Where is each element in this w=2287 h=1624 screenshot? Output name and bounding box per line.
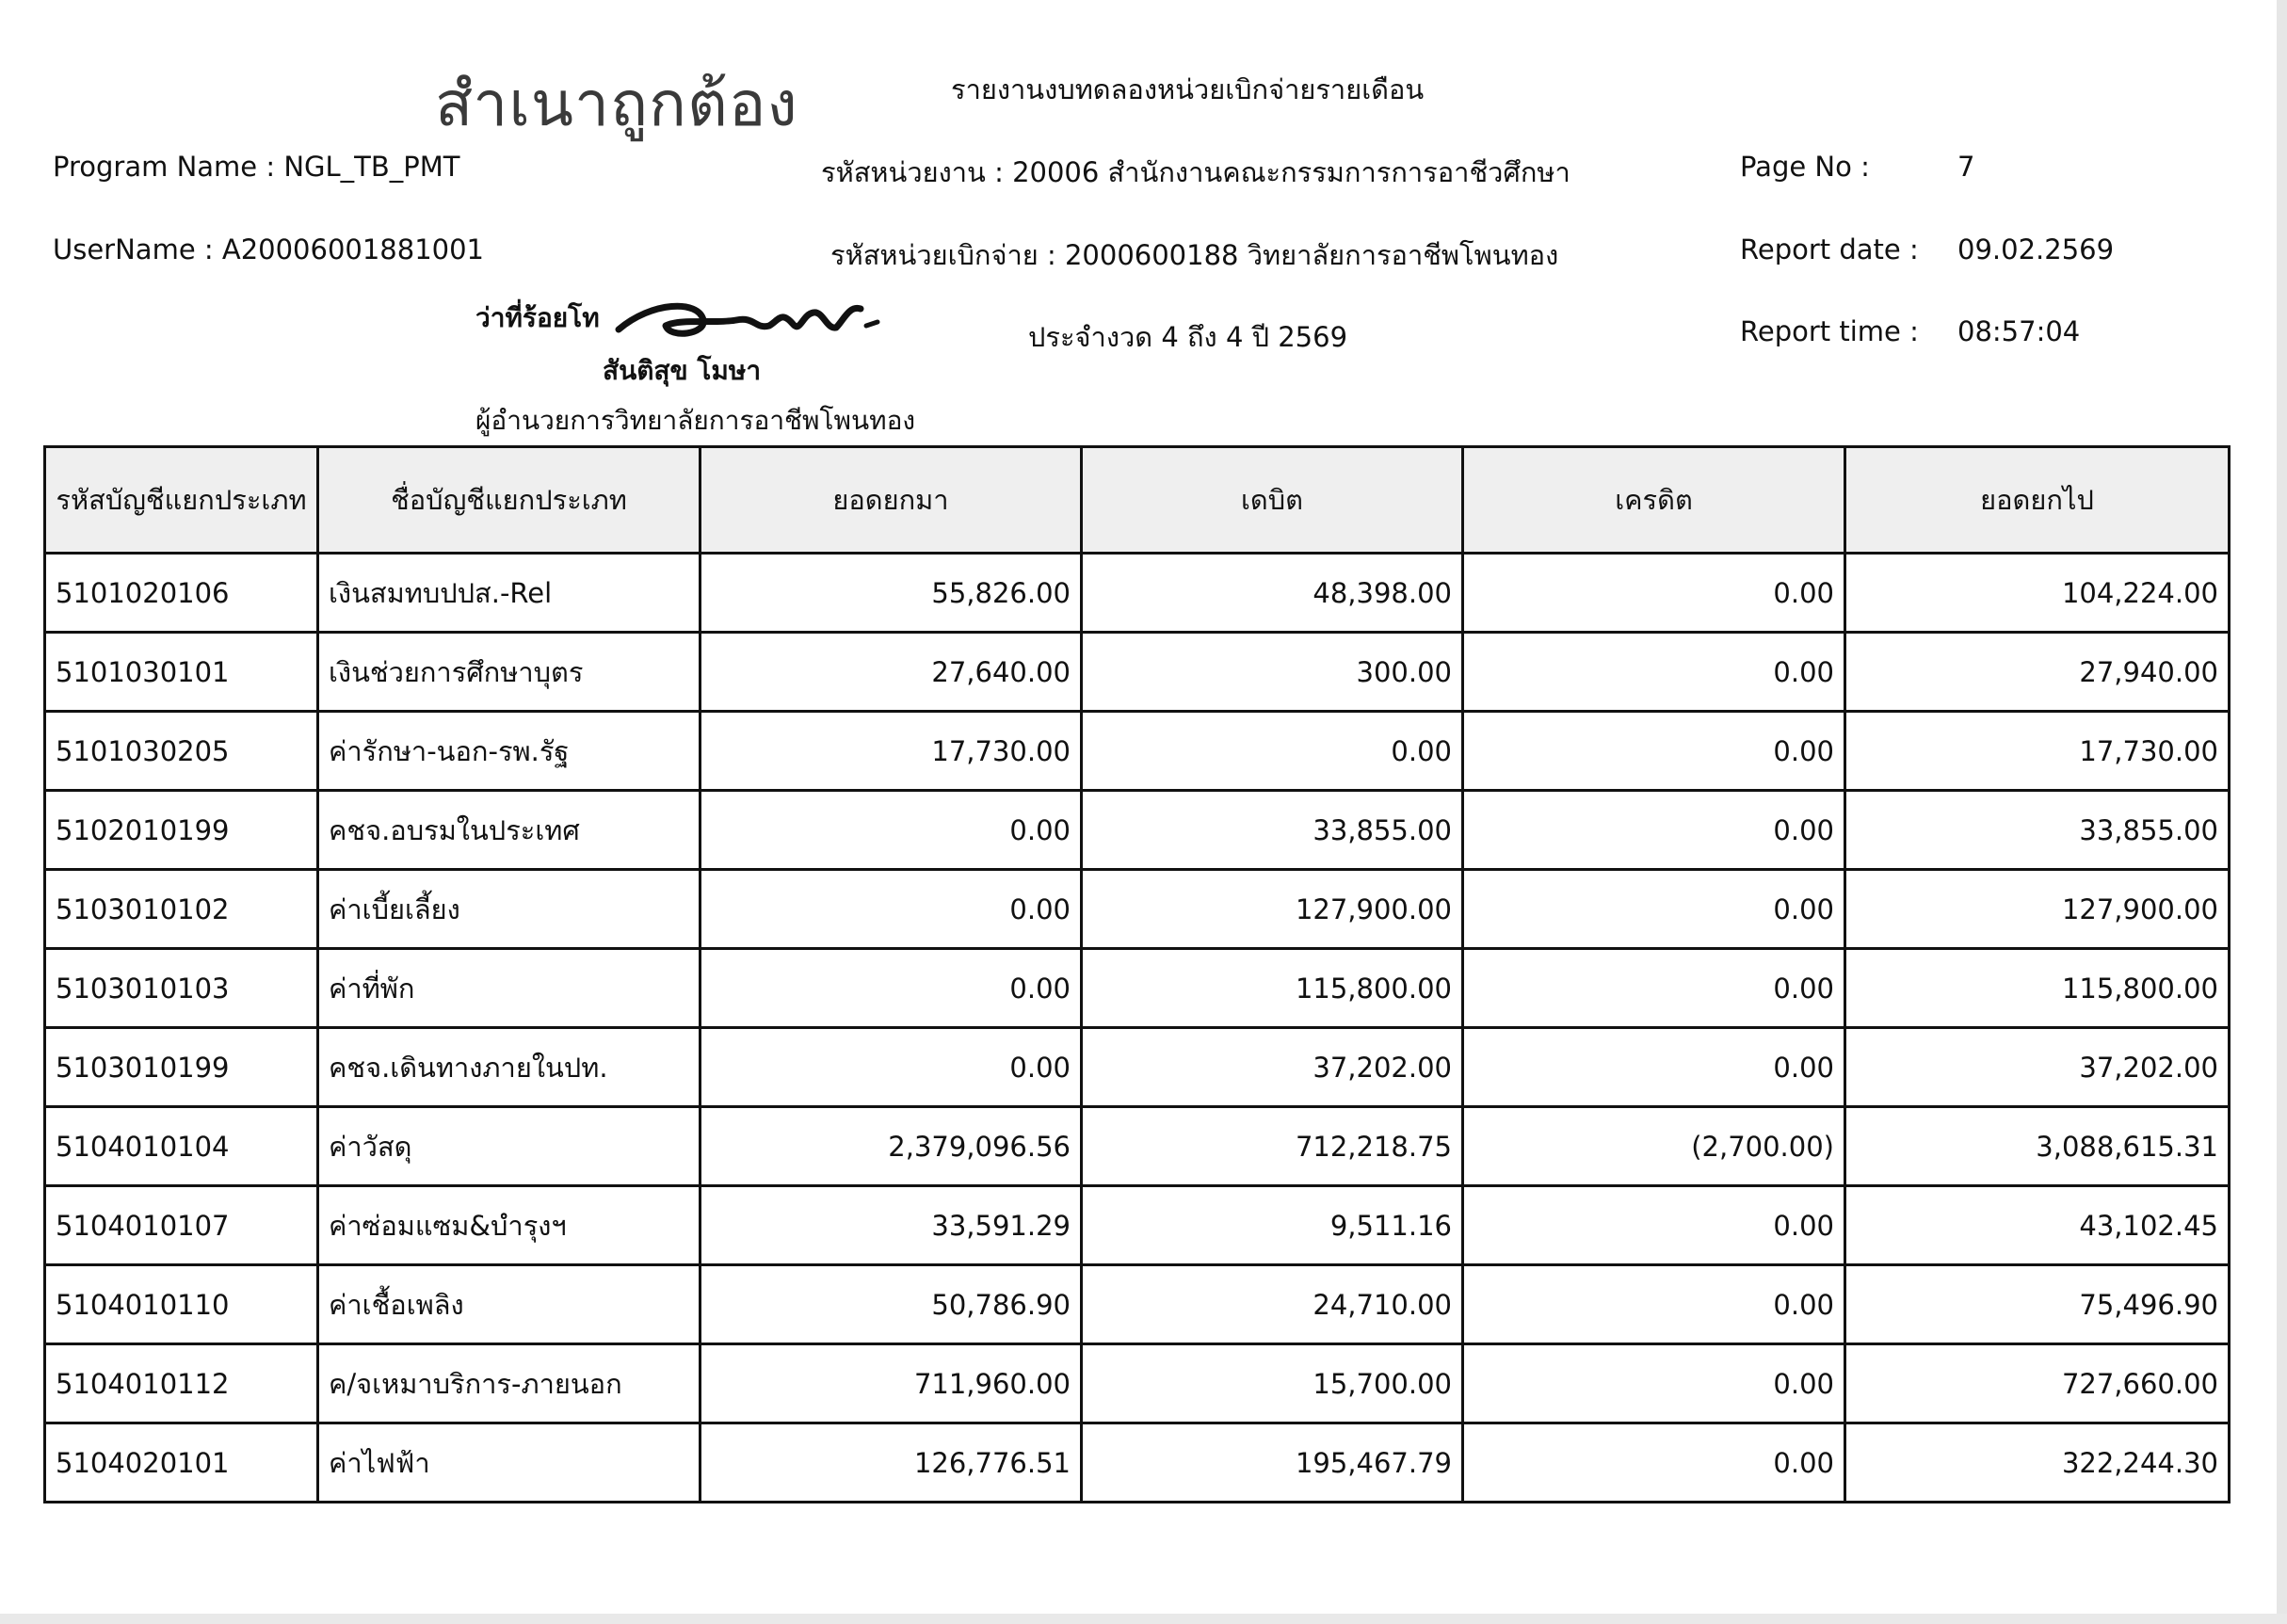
account-name: ค่าเชื้อเพลิง	[318, 1265, 701, 1344]
closing-balance: 115,800.00	[1845, 949, 2230, 1028]
report-title: รายงานงบทดลองหน่วยเบิกจ่ายรายเดือน	[951, 73, 1425, 105]
opening-balance: 0.00	[701, 949, 1082, 1028]
opening-balance: 126,776.51	[701, 1423, 1082, 1503]
table-row	[45, 1265, 2230, 1344]
debit: 712,218.75	[1082, 1107, 1463, 1186]
trial-balance-table	[43, 445, 2231, 1503]
debit: 24,710.00	[1082, 1265, 1463, 1344]
table-row	[45, 1423, 2230, 1503]
debit: 37,202.00	[1082, 1028, 1463, 1107]
account-name: ค่าที่พัก	[318, 949, 701, 1028]
page-no-value: 7	[1957, 151, 1975, 183]
table-row	[45, 1186, 2230, 1265]
closing-balance: 127,900.00	[1845, 870, 2230, 949]
col-header-debit: เดบิต	[1082, 447, 1463, 554]
credit: 0.00	[1463, 791, 1845, 870]
debit: 127,900.00	[1082, 870, 1463, 949]
table-row	[45, 870, 2230, 949]
closing-balance: 75,496.90	[1845, 1265, 2230, 1344]
debit: 300.00	[1082, 633, 1463, 712]
account-code: 5103010103	[45, 949, 318, 1028]
account-code: 5104020101	[45, 1423, 318, 1503]
account-code: 5103010199	[45, 1028, 318, 1107]
account-code: 5104010110	[45, 1265, 318, 1344]
credit: 0.00	[1463, 870, 1845, 949]
scan-edge-bottom	[0, 1614, 2287, 1624]
closing-balance: 43,102.45	[1845, 1186, 2230, 1265]
closing-balance: 322,244.30	[1845, 1423, 2230, 1503]
account-code: 5104010112	[45, 1344, 318, 1423]
closing-balance: 727,660.00	[1845, 1344, 2230, 1423]
credit: 0.00	[1463, 1028, 1845, 1107]
opening-balance: 50,786.90	[701, 1265, 1082, 1344]
account-name: ค/จเหมาบริการ-ภายนอก	[318, 1344, 701, 1423]
table-row	[45, 791, 2230, 870]
report-time-label: Report time :	[1740, 315, 1919, 347]
opening-balance: 17,730.00	[701, 712, 1082, 791]
report-date-label: Report date :	[1740, 233, 1919, 265]
report-time-value: 08:57:04	[1957, 315, 2081, 347]
debit: 115,800.00	[1082, 949, 1463, 1028]
credit: 0.00	[1463, 1344, 1845, 1423]
debit: 48,398.00	[1082, 554, 1463, 633]
page-no-label: Page No :	[1740, 151, 1870, 183]
opening-balance: 0.00	[701, 791, 1082, 870]
account-name: ค่ารักษา-นอก-รพ.รัฐ	[318, 712, 701, 791]
account-code: 5104010104	[45, 1107, 318, 1186]
closing-balance: 3,088,615.31	[1845, 1107, 2230, 1186]
account-name: คชจ.อบรมในประเทศ	[318, 791, 701, 870]
credit: (2,700.00)	[1463, 1107, 1845, 1186]
account-name: เงินสมทบปปส.-Rel	[318, 554, 701, 633]
col-header-credit: เครดิต	[1463, 447, 1845, 554]
handwritten-signature	[614, 292, 887, 348]
opening-balance: 711,960.00	[701, 1344, 1082, 1423]
col-header-account-code: รหัสบัญชีแยกประเภท	[45, 447, 318, 554]
table-row	[45, 633, 2230, 712]
username: UserName : A20006001881001	[53, 233, 485, 265]
opening-balance: 0.00	[701, 870, 1082, 949]
account-name: เงินช่วยการศึกษาบุตร	[318, 633, 701, 712]
account-code: 5104010107	[45, 1186, 318, 1265]
account-name: ค่าเบี้ยเลี้ยง	[318, 870, 701, 949]
credit: 0.00	[1463, 1423, 1845, 1503]
disbursement-unit: รหัสหน่วยเบิกจ่าย : 2000600188 วิทยาลัยการอาชีพโพนทอง	[830, 239, 1559, 271]
scan-edge-right	[2277, 0, 2287, 1624]
report-period: ประจำงวด 4 ถึง 4 ปี 2569	[1028, 321, 1348, 353]
opening-balance: 27,640.00	[701, 633, 1082, 712]
table-header-row	[45, 447, 2230, 554]
table-row	[45, 712, 2230, 791]
certified-copy-stamp: สำเนาถูกต้อง	[435, 68, 798, 140]
col-header-closing-balance: ยอดยกไป	[1845, 447, 2230, 554]
account-code: 5102010199	[45, 791, 318, 870]
report-date-value: 09.02.2569	[1957, 233, 2115, 265]
account-code: 5101020106	[45, 554, 318, 633]
account-code: 5103010102	[45, 870, 318, 949]
table-row	[45, 1107, 2230, 1186]
table-row	[45, 1028, 2230, 1107]
closing-balance: 17,730.00	[1845, 712, 2230, 791]
debit: 9,511.16	[1082, 1186, 1463, 1265]
account-name: ค่าวัสดุ	[318, 1107, 701, 1186]
table-row	[45, 554, 2230, 633]
debit: 195,467.79	[1082, 1423, 1463, 1503]
closing-balance: 104,224.00	[1845, 554, 2230, 633]
program-name: Program Name : NGL_TB_PMT	[53, 151, 460, 183]
account-code: 5101030205	[45, 712, 318, 791]
closing-balance: 33,855.00	[1845, 791, 2230, 870]
credit: 0.00	[1463, 712, 1845, 791]
debit: 33,855.00	[1082, 791, 1463, 870]
account-code: 5101030101	[45, 633, 318, 712]
opening-balance: 55,826.00	[701, 554, 1082, 633]
account-name: ค่าซ่อมแซม&บำรุงฯ	[318, 1186, 701, 1265]
account-name: คชจ.เดินทางภายในปท.	[318, 1028, 701, 1107]
signature-rank: ว่าที่ร้อยโท	[475, 302, 600, 333]
opening-balance: 33,591.29	[701, 1186, 1082, 1265]
col-header-opening-balance: ยอดยกมา	[701, 447, 1082, 554]
credit: 0.00	[1463, 554, 1845, 633]
credit: 0.00	[1463, 633, 1845, 712]
table-row	[45, 949, 2230, 1028]
closing-balance: 27,940.00	[1845, 633, 2230, 712]
credit: 0.00	[1463, 949, 1845, 1028]
credit: 0.00	[1463, 1265, 1845, 1344]
credit: 0.00	[1463, 1186, 1845, 1265]
opening-balance: 0.00	[701, 1028, 1082, 1107]
table-row	[45, 1344, 2230, 1423]
agency-code: รหัสหน่วยงาน : 20006 สำนักงานคณะกรรมการการอาชีวศึกษา	[821, 156, 1570, 188]
account-name: ค่าไฟฟ้า	[318, 1423, 701, 1503]
debit: 0.00	[1082, 712, 1463, 791]
debit: 15,700.00	[1082, 1344, 1463, 1423]
col-header-account-name: ชื่อบัญชีแยกประเภท	[318, 447, 701, 554]
signature-position: ผู้อำนวยการวิทยาลัยการอาชีพโพนทอง	[475, 405, 916, 436]
signature-name: สันติสุข โมษา	[603, 355, 762, 386]
closing-balance: 37,202.00	[1845, 1028, 2230, 1107]
opening-balance: 2,379,096.56	[701, 1107, 1082, 1186]
